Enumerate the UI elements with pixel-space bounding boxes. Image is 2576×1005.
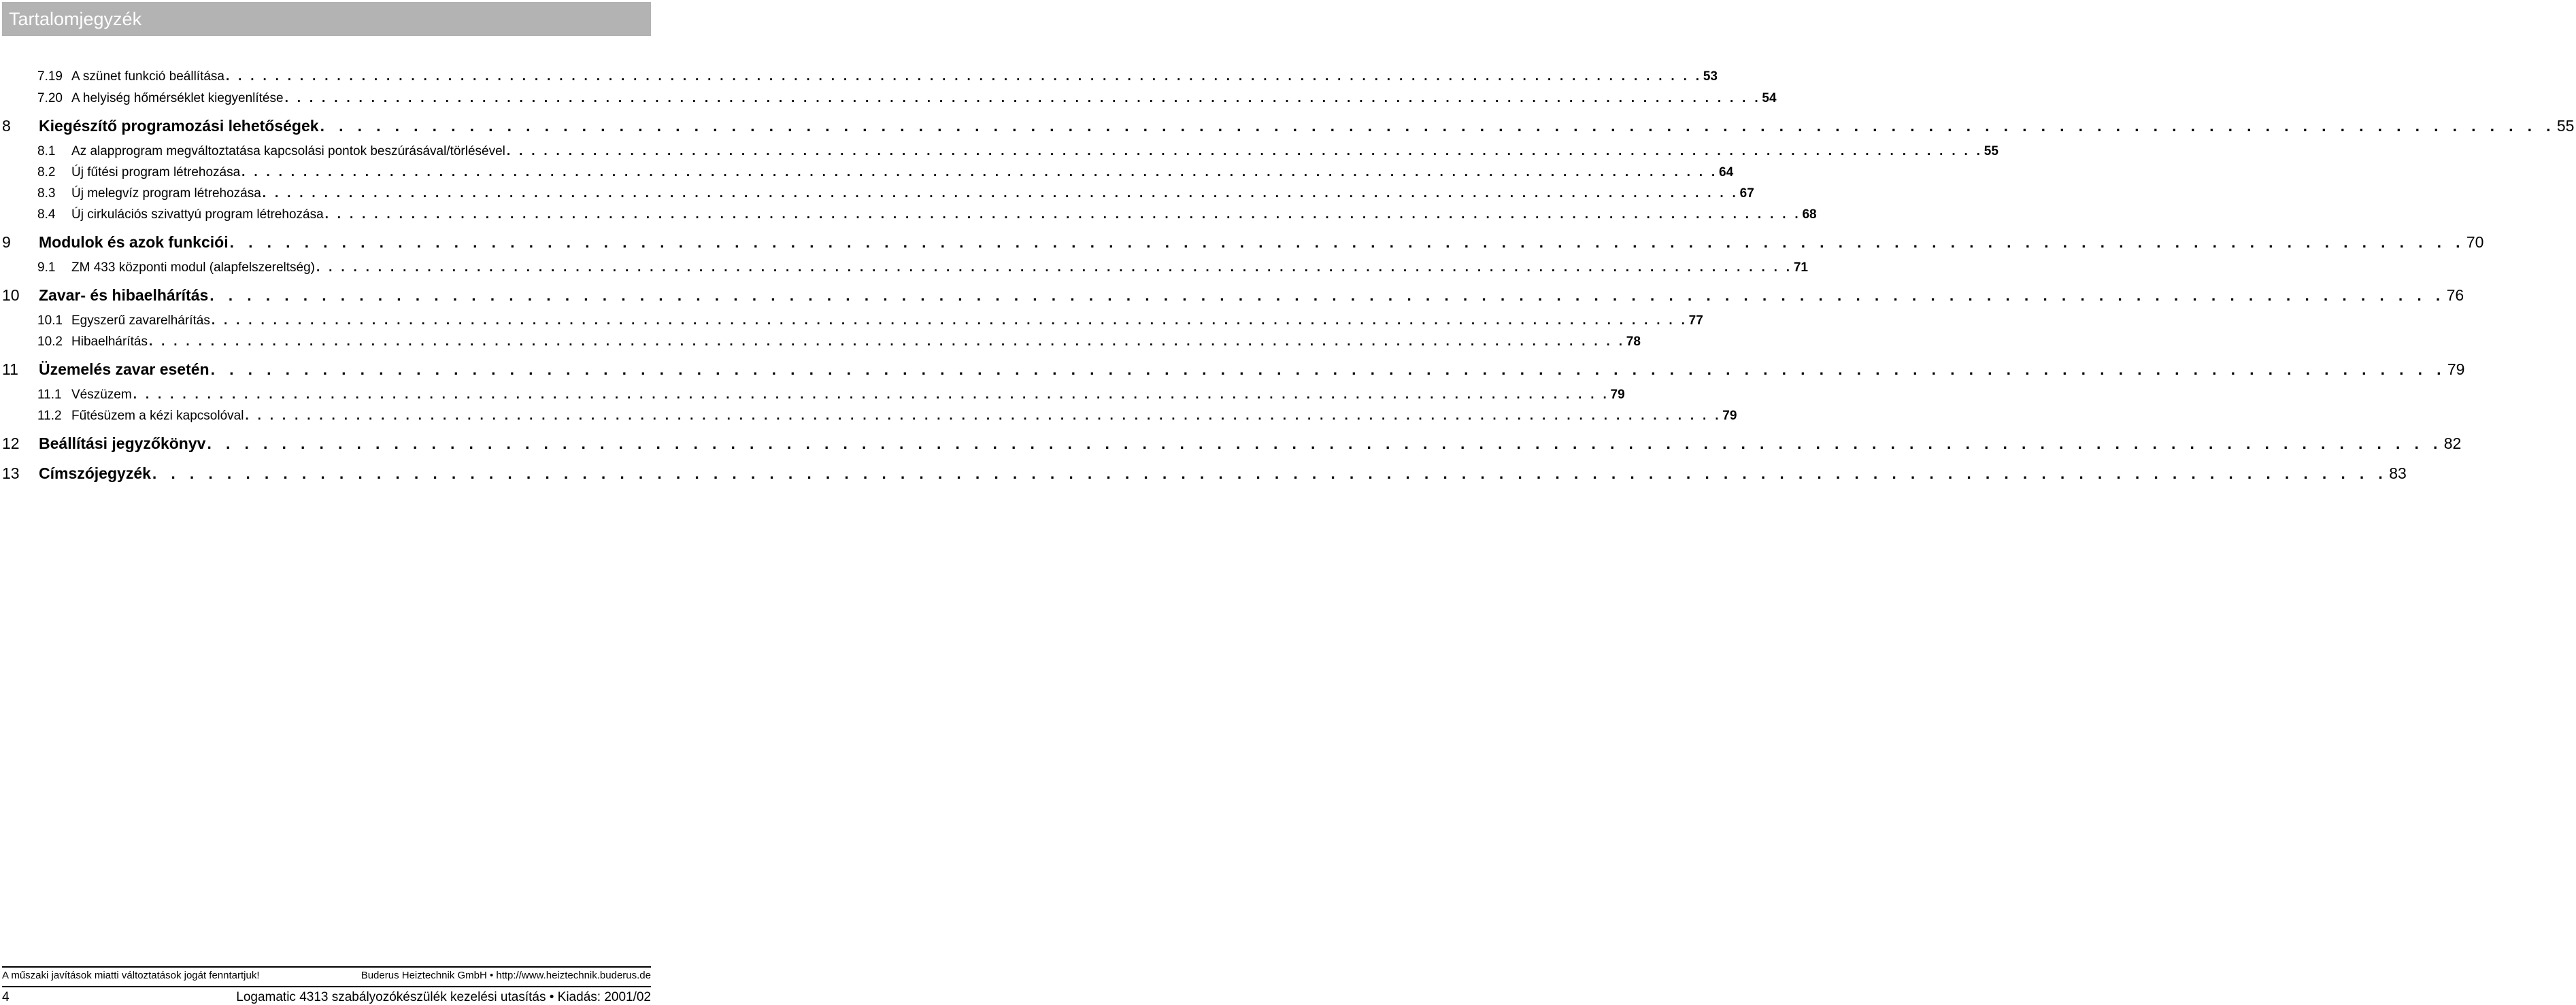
toc-entry[interactable] — [0, 164, 1734, 182]
toc-page-number: 67 — [1739, 186, 1754, 201]
toc-title: Az alapprogram megváltoztatása kapcsolási pontok beszúrásával/törlésével — [71, 144, 505, 158]
toc-entry[interactable] — [0, 312, 1703, 330]
toc-leader-dots: . . . . . . . . . . . . . . . . . . . . . . . . . . . . . . . . . . . . . . . . . . . . . . . . . . . . . . . . . . . . . . . . . . . . . . . . . . . . . . . . . . . . . . . . . . . . . . . . . . . . . . . . . . . . . . . . . . . . . . . . — [324, 207, 1801, 222]
toc-leader-dots: . . . . . . . . . . . . . . . . . . . . . . . . . . . . . . . . . . . . . . . . . . . . . . . . . . . . . . . . . . . . . . . . . . . . . . . . . . . . . . . . . . . . . . . . . . . . . . . . . . . . . . . . . . . . . . . . . . . . . . . . — [245, 409, 1722, 423]
toc-leader-dots: . . . . . . . . . . . . . . . . . . . . . . . . . . . . . . . . . . . . . . . . . . . . . . . . . . . . . . . . . . . . . . . . . . . . . . . . . . . . . . . . . . . . . . . . . . . . . . . . . . . . . . . . . . . . . . . . . . . . . . . . — [320, 117, 2556, 135]
toc-number: 11 — [2, 360, 18, 378]
toc-title: Üzemelés zavar esetén — [39, 360, 210, 378]
toc-title: Modulok és azok funkciói — [39, 233, 229, 251]
toc-title: Hibaelhárítás — [71, 335, 148, 349]
toc-page-number: 76 — [2446, 286, 2464, 304]
toc-title: Új fűtési program létrehozása — [71, 165, 241, 180]
toc-title: Címszójegyzék — [39, 464, 151, 482]
toc-title: Új melegvíz program létrehozása — [71, 186, 261, 201]
toc-number: 10.2 — [37, 335, 63, 349]
footer-divider-bottom — [2, 986, 651, 987]
toc-title: Zavar- és hibaelhárítás — [39, 286, 209, 304]
toc-page-number: 55 — [2556, 117, 2575, 135]
toc-number: 8.3 — [37, 186, 56, 201]
toc-page-number: 83 — [2389, 464, 2407, 482]
toc-entry[interactable] — [0, 285, 2464, 305]
footer-divider-top — [2, 966, 651, 968]
toc-entry[interactable] — [0, 68, 1718, 86]
toc-leader-dots: . . . . . . . . . . . . . . . . . . . . . . . . . . . . . . . . . . . . . . . . . . . . . . . . . . . . . . . . . . . . . . . . . . . . . . . . . . . . . . . . . . . . . . . . . . . . . . . . . . . . . . . . . . . . . . . . . . . . . . . . — [284, 91, 1761, 105]
toc-entry[interactable] — [0, 143, 1998, 160]
toc-number: 11.2 — [37, 409, 62, 423]
toc-page-number: 77 — [1688, 313, 1703, 328]
toc-page-number: 79 — [2447, 360, 2465, 378]
toc-leader-dots: . . . . . . . . . . . . . . . . . . . . . . . . . . . . . . . . . . . . . . . . . . . . . . . . . . . . . . . . . . . . . . . . . . . . . . . . . . . . . . . . . . . . . . . . . . . . . . . . . . . . . . . . . . . . . . . . . . . . . . . . — [241, 165, 1718, 180]
toc-number: 7.19 — [37, 69, 63, 84]
toc-leader-dots: . . . . . . . . . . . . . . . . . . . . . . . . . . . . . . . . . . . . . . . . . . . . . . . . . . . . . . . . . . . . . . . . . . . . . . . . . . . . . . . . . . . . . . . . . . . . . . . . . . . . . . . . . . . . . . . . . . . . . . . . — [210, 360, 2446, 378]
footer-product: Logamatic 4313 szabályozókészülék kezelési utasítás • Kiadás: 2001/02 — [236, 990, 651, 1004]
toc-title: Fűtésüzem a kézi kapcsolóval — [71, 409, 244, 423]
toc-leader-dots: . . . . . . . . . . . . . . . . . . . . . . . . . . . . . . . . . . . . . . . . . . . . . . . . . . . . . . . . . . . . . . . . . . . . . . . . . . . . . . . . . . . . . . . . . . . . . . . . . . . . . . . . . . . . . . . . . . . . . . . . — [210, 286, 2445, 304]
toc-page-number: 79 — [1610, 388, 1625, 402]
toc-number: 13 — [2, 464, 20, 482]
toc-page-number: 71 — [1793, 260, 1808, 275]
toc-page-number: 64 — [1719, 165, 1734, 180]
footer-company: Buderus Heiztechnik GmbH • http://www.heiztechnik.buderus.de — [361, 970, 651, 981]
toc-number: 8.1 — [37, 144, 56, 158]
toc-leader-dots: . . . . . . . . . . . . . . . . . . . . . . . . . . . . . . . . . . . . . . . . . . . . . . . . . . . . . . . . . . . . . . . . . . . . . . . . . . . . . . . . . . . . . . . . . . . . . . . . . . . . . . . . . . . . . . . . . . . . . . . . — [225, 69, 1702, 84]
toc-page-number: 78 — [1626, 335, 1641, 349]
toc-leader-dots: . . . . . . . . . . . . . . . . . . . . . . . . . . . . . . . . . . . . . . . . . . . . . . . . . . . . . . . . . . . . . . . . . . . . . . . . . . . . . . . . . . . . . . . . . . . . . . . . . . . . . . . . . . . . . . . . . . . . . . . . — [211, 313, 1688, 328]
toc-page-number: 53 — [1703, 69, 1718, 84]
toc-leader-dots: . . . . . . . . . . . . . . . . . . . . . . . . . . . . . . . . . . . . . . . . . . . . . . . . . . . . . . . . . . . . . . . . . . . . . . . . . . . . . . . . . . . . . . . . . . . . . . . . . . . . . . . . . . . . . . . . . . . . . . . . — [207, 435, 2443, 452]
toc-entry[interactable] — [0, 206, 1817, 224]
toc-entry[interactable] — [0, 407, 1737, 425]
header-bar — [2, 2, 651, 36]
toc-title: Vészüzem — [71, 388, 132, 402]
toc-page-number: 70 — [2466, 233, 2484, 251]
toc-entry[interactable] — [0, 463, 2407, 483]
toc-number: 8.4 — [37, 207, 56, 222]
toc-page-number: 82 — [2443, 435, 2462, 452]
toc-number: 8 — [2, 117, 11, 135]
toc-leader-dots: . . . . . . . . . . . . . . . . . . . . . . . . . . . . . . . . . . . . . . . . . . . . . . . . . . . . . . . . . . . . . . . . . . . . . . . . . . . . . . . . . . . . . . . . . . . . . . . . . . . . . . . . . . . . . . . . . . . . . . . . — [506, 144, 1983, 158]
toc-number: 9.1 — [37, 260, 56, 275]
toc-entry[interactable] — [0, 90, 1777, 107]
toc-entry[interactable] — [0, 185, 1754, 203]
toc-leader-dots: . . . . . . . . . . . . . . . . . . . . . . . . . . . . . . . . . . . . . . . . . . . . . . . . . . . . . . . . . . . . . . . . . . . . . . . . . . . . . . . . . . . . . . . . . . . . . . . . . . . . . . . . . . . . . . . . . . . . . . . . — [148, 335, 1625, 349]
toc-entry[interactable] — [0, 259, 1808, 277]
toc-entry[interactable] — [0, 232, 2484, 252]
toc-number: 11.1 — [37, 388, 62, 402]
toc-title: A helyiség hőmérséklet kiegyenlítése — [71, 91, 284, 105]
toc-title: Egyszerű zavarelhárítás — [71, 313, 210, 328]
toc-number: 8.2 — [37, 165, 56, 180]
toc-number: 7.20 — [37, 91, 63, 105]
toc-leader-dots: . . . . . . . . . . . . . . . . . . . . . . . . . . . . . . . . . . . . . . . . . . . . . . . . . . . . . . . . . . . . . . . . . . . . . . . . . . . . . . . . . . . . . . . . . . . . . . . . . . . . . . . . . . . . . . . . . . . . . . . . — [262, 186, 1739, 201]
toc-title: Beállítási jegyzőkönyv — [39, 435, 206, 452]
toc-page-number: 54 — [1762, 91, 1777, 105]
page-title: Tartalomjegyzék — [9, 9, 142, 29]
toc-entry[interactable] — [0, 359, 2465, 379]
toc-title: A szünet funkció beállítása — [71, 69, 224, 84]
footer-page-number: 4 — [2, 990, 10, 1004]
footer-note: A műszaki javítások miatti változtatások jogát fenntartjuk! — [2, 970, 260, 981]
toc-page-number: 79 — [1722, 409, 1737, 423]
toc-page-number: 55 — [1984, 144, 1998, 158]
toc-leader-dots: . . . . . . . . . . . . . . . . . . . . . . . . . . . . . . . . . . . . . . . . . . . . . . . . . . . . . . . . . . . . . . . . . . . . . . . . . . . . . . . . . . . . . . . . . . . . . . . . . . . . . . . . . . . . . . . . . . . . . . . . — [133, 388, 1609, 402]
toc-leader-dots: . . . . . . . . . . . . . . . . . . . . . . . . . . . . . . . . . . . . . . . . . . . . . . . . . . . . . . . . . . . . . . . . . . . . . . . . . . . . . . . . . . . . . . . . . . . . . . . . . . . . . . . . . . . . . . . . . . . . . . . . — [316, 260, 1792, 275]
toc-title: ZM 433 központi modul (alapfelszereltség) — [71, 260, 316, 275]
toc-entry[interactable] — [0, 386, 1625, 404]
toc-title: Kiegészítő programozási lehetőségek — [39, 117, 319, 135]
toc-leader-dots: . . . . . . . . . . . . . . . . . . . . . . . . . . . . . . . . . . . . . . . . . . . . . . . . . . . . . . . . . . . . . . . . . . . . . . . . . . . . . . . . . . . . . . . . . . . . . . . . . . . . . . . . . . . . . . . . . . . . . . . . — [152, 464, 2388, 482]
toc-entry[interactable] — [0, 433, 2462, 454]
toc-number: 9 — [2, 233, 11, 251]
toc-page-number: 68 — [1802, 207, 1817, 222]
toc-number: 10.1 — [37, 313, 63, 328]
toc-title: Új cirkulációs szivattyú program létrehozása — [71, 207, 324, 222]
toc-entry[interactable] — [0, 116, 2575, 136]
toc-number: 12 — [2, 435, 20, 452]
toc-leader-dots: . . . . . . . . . . . . . . . . . . . . . . . . . . . . . . . . . . . . . . . . . . . . . . . . . . . . . . . . . . . . . . . . . . . . . . . . . . . . . . . . . . . . . . . . . . . . . . . . . . . . . . . . . . . . . . . . . . . . . . . . — [229, 233, 2465, 251]
toc-number: 10 — [2, 286, 20, 304]
toc-entry[interactable] — [0, 333, 1641, 351]
